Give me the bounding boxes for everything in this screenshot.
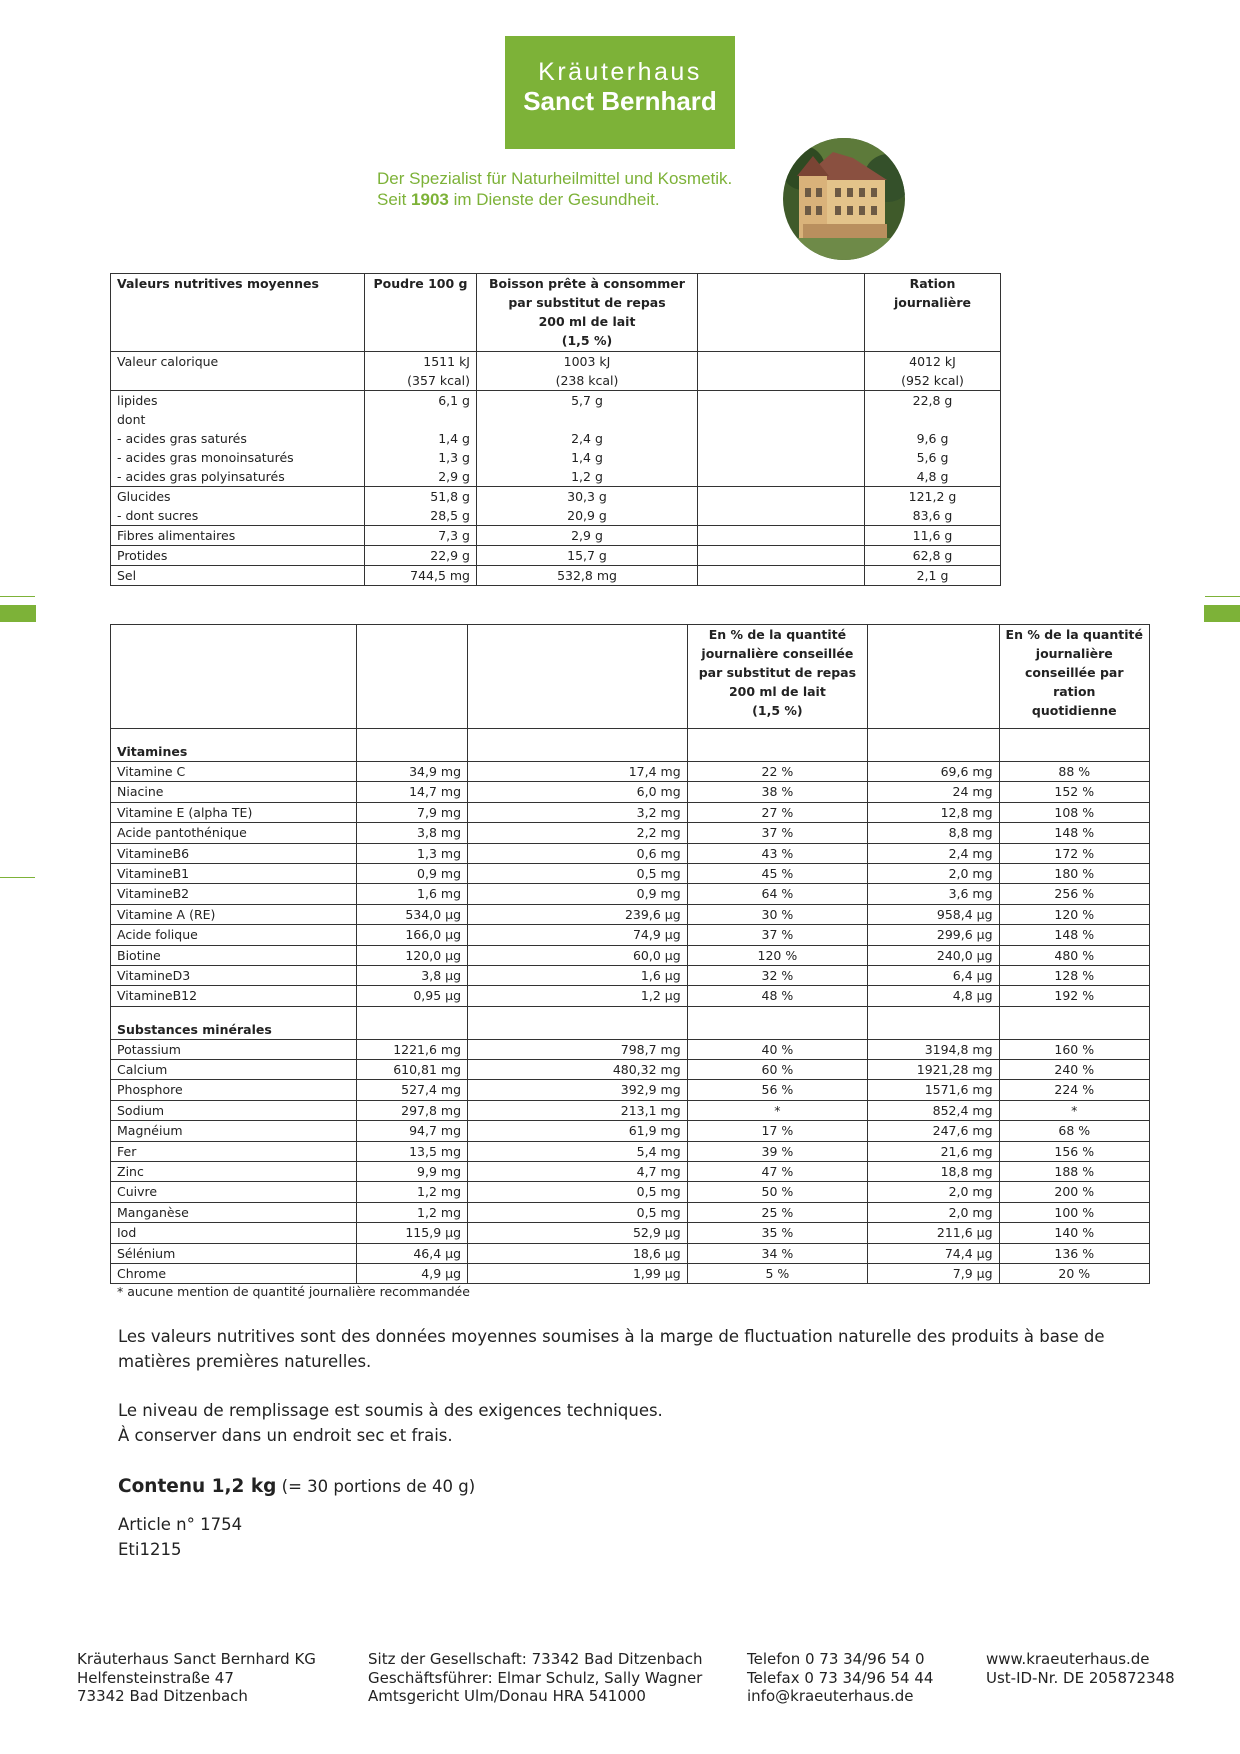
nutrition-label: Fibres alimentaires bbox=[111, 526, 365, 546]
micro-pct-ration: 180 % bbox=[999, 863, 1149, 883]
nutrition-row bbox=[111, 391, 1001, 487]
micro-row bbox=[111, 1182, 1150, 1202]
micro-section-empty bbox=[999, 729, 1149, 762]
footer-street: Helfensteinstraße 47 bbox=[77, 1668, 234, 1687]
micro-pct-substitut: 48 % bbox=[687, 986, 868, 1006]
micro-ration: 7,9 µg bbox=[868, 1263, 999, 1283]
micro-ration: 1921,28 mg bbox=[868, 1060, 999, 1080]
nutrition-poudre: 6,1 g 1,4 g 1,3 g 2,9 g bbox=[365, 391, 477, 487]
nutrition-header-poudre: Poudre 100 g bbox=[365, 274, 477, 352]
micro-section-empty bbox=[687, 729, 868, 762]
note-keep-dry: À conserver dans un endroit sec et frais. bbox=[118, 1426, 453, 1445]
footnote: * aucune mention de quantité journalière recommandée bbox=[117, 1284, 470, 1299]
nutrition-ration: 2,1 g bbox=[865, 566, 1001, 586]
brand-line1: Kräuterhaus bbox=[538, 58, 702, 86]
footer-web bbox=[986, 1650, 1175, 1687]
footer-contact bbox=[747, 1650, 933, 1706]
micro-pct-substitut: 45 % bbox=[687, 863, 868, 883]
nutrition-header-label: Valeurs nutritives moyennes bbox=[111, 274, 365, 352]
micro-ration: 2,0 mg bbox=[868, 1182, 999, 1202]
micro-section-empty bbox=[999, 1006, 1149, 1039]
micro-name: Chrome bbox=[111, 1263, 357, 1283]
micro-section-empty bbox=[356, 1006, 467, 1039]
micro-name: Acide pantothénique bbox=[111, 823, 357, 843]
micro-pct-ration: 192 % bbox=[999, 986, 1149, 1006]
nutrition-boisson: 15,7 g bbox=[477, 546, 698, 566]
micro-ration: 299,6 µg bbox=[868, 925, 999, 945]
micro-pct-ration: 148 % bbox=[999, 925, 1149, 945]
micro-boisson: 480,32 mg bbox=[468, 1060, 688, 1080]
article-info bbox=[118, 1512, 1158, 1562]
micro-poudre: 0,95 µg bbox=[356, 986, 467, 1006]
micro-poudre: 14,7 mg bbox=[356, 782, 467, 802]
micro-poudre: 297,8 mg bbox=[356, 1100, 467, 1120]
micro-row bbox=[111, 1202, 1150, 1222]
nutrition-row bbox=[111, 526, 1001, 546]
nutrition-label: Protides bbox=[111, 546, 365, 566]
nutrition-row bbox=[111, 352, 1001, 391]
micro-poudre: 534,0 µg bbox=[356, 904, 467, 924]
nutrition-label: Valeur calorique bbox=[111, 352, 365, 391]
micro-pct-substitut: 5 % bbox=[687, 1263, 868, 1283]
micro-pct-ration: 88 % bbox=[999, 762, 1149, 782]
micro-poudre: 1,6 mg bbox=[356, 884, 467, 904]
micro-pct-ration: 188 % bbox=[999, 1162, 1149, 1182]
micro-pct-ration: 256 % bbox=[999, 884, 1149, 904]
nutrition-table bbox=[110, 273, 1001, 586]
micro-pct-substitut: 27 % bbox=[687, 802, 868, 822]
nutrition-row bbox=[111, 487, 1001, 526]
micro-name: Potassium bbox=[111, 1039, 357, 1059]
micro-pct-substitut: 47 % bbox=[687, 1162, 868, 1182]
footer-company bbox=[77, 1650, 316, 1706]
micro-row bbox=[111, 863, 1150, 883]
micro-ration: 1571,6 mg bbox=[868, 1080, 999, 1100]
micro-ration: 69,6 mg bbox=[868, 762, 999, 782]
micro-pct-substitut: 50 % bbox=[687, 1182, 868, 1202]
micro-pct-substitut: 22 % bbox=[687, 762, 868, 782]
nutrition-header-empty bbox=[698, 274, 865, 352]
micro-header-2 bbox=[468, 625, 688, 729]
micro-pct-ration: * bbox=[999, 1100, 1149, 1120]
footer-seat: Sitz der Gesellschaft: 73342 Bad Ditzenbach bbox=[368, 1650, 703, 1668]
footer-email-link[interactable]: info@kraeuterhaus.de bbox=[747, 1687, 914, 1705]
micro-pct-ration: 128 % bbox=[999, 965, 1149, 985]
micro-ration: 6,4 µg bbox=[868, 965, 999, 985]
micro-ration: 2,4 mg bbox=[868, 843, 999, 863]
micro-boisson: 18,6 µg bbox=[468, 1243, 688, 1263]
micro-poudre: 527,4 mg bbox=[356, 1080, 467, 1100]
micro-name: VitamineB12 bbox=[111, 986, 357, 1006]
micro-ration: 21,6 mg bbox=[868, 1141, 999, 1161]
micro-pct-substitut: 56 % bbox=[687, 1080, 868, 1100]
nutrition-poudre: 22,9 g bbox=[365, 546, 477, 566]
micronutrient-table bbox=[110, 624, 1150, 1284]
nutrition-poudre: 744,5 mg bbox=[365, 566, 477, 586]
micro-pct-ration: 224 % bbox=[999, 1080, 1149, 1100]
nutrition-label: lipides dont - acides gras saturés - acides gras monoinsaturés - acides gras polyinsaturés bbox=[111, 391, 365, 487]
nutrition-header-row bbox=[111, 274, 1001, 352]
micro-pct-substitut: 25 % bbox=[687, 1202, 868, 1222]
micro-boisson: 60,0 µg bbox=[468, 945, 688, 965]
micro-boisson: 61,9 mg bbox=[468, 1121, 688, 1141]
micro-pct-substitut: 30 % bbox=[687, 904, 868, 924]
micro-ration: 4,8 µg bbox=[868, 986, 999, 1006]
micro-name: VitamineB2 bbox=[111, 884, 357, 904]
tagline bbox=[377, 168, 732, 210]
micro-name: Vitamine C bbox=[111, 762, 357, 782]
micro-name: VitamineB6 bbox=[111, 843, 357, 863]
footer-court: Amtsgericht Ulm/Donau HRA 541000 bbox=[368, 1687, 646, 1705]
nutrition-header-ration: Ration journalière bbox=[865, 274, 1001, 352]
micro-boisson: 0,6 mg bbox=[468, 843, 688, 863]
nutrition-empty bbox=[698, 391, 865, 487]
micro-ration: 24 mg bbox=[868, 782, 999, 802]
micro-pct-ration: 152 % bbox=[999, 782, 1149, 802]
micro-pct-ration: 240 % bbox=[999, 1060, 1149, 1080]
micro-pct-ration: 68 % bbox=[999, 1121, 1149, 1141]
micro-poudre: 1221,6 mg bbox=[356, 1039, 467, 1059]
micro-section-empty bbox=[356, 729, 467, 762]
micro-pct-ration: 200 % bbox=[999, 1182, 1149, 1202]
micro-boisson: 392,9 mg bbox=[468, 1080, 688, 1100]
nutrition-boisson: 2,9 g bbox=[477, 526, 698, 546]
micro-boisson: 239,6 µg bbox=[468, 904, 688, 924]
nutrition-row bbox=[111, 566, 1001, 586]
micro-pct-ration: 156 % bbox=[999, 1141, 1149, 1161]
micro-section-row bbox=[111, 1006, 1150, 1039]
micro-pct-substitut: 64 % bbox=[687, 884, 868, 904]
micro-ration: 12,8 mg bbox=[868, 802, 999, 822]
micro-boisson: 0,9 mg bbox=[468, 884, 688, 904]
micro-poudre: 115,9 µg bbox=[356, 1223, 467, 1243]
micro-row bbox=[111, 762, 1150, 782]
micro-name: Magnéium bbox=[111, 1121, 357, 1141]
footer-legal bbox=[368, 1650, 703, 1706]
micro-boisson: 5,4 mg bbox=[468, 1141, 688, 1161]
nutrition-ration: 62,8 g bbox=[865, 546, 1001, 566]
micro-header-pct-substitut: En % de la quantité journalière conseillée par substitut de repas 200 ml de lait (1,5 %) bbox=[687, 625, 868, 729]
micro-poudre: 610,81 mg bbox=[356, 1060, 467, 1080]
micro-boisson: 0,5 mg bbox=[468, 1182, 688, 1202]
micro-boisson: 52,9 µg bbox=[468, 1223, 688, 1243]
micro-section-empty bbox=[468, 729, 688, 762]
micro-row bbox=[111, 1162, 1150, 1182]
micro-row bbox=[111, 1100, 1150, 1120]
micro-name: Vitamine E (alpha TE) bbox=[111, 802, 357, 822]
footer-city: 73342 Bad Ditzenbach bbox=[77, 1687, 248, 1705]
nutrition-boisson: 5,7 g 2,4 g 1,4 g 1,2 g bbox=[477, 391, 698, 487]
footer-company-name: Kräuterhaus Sanct Bernhard KG bbox=[77, 1650, 316, 1668]
footer-phone: Telefon 0 73 34/96 54 0 bbox=[747, 1650, 925, 1668]
micro-ration: 2,0 mg bbox=[868, 863, 999, 883]
micro-poudre: 1,3 mg bbox=[356, 843, 467, 863]
micro-ration: 240,0 µg bbox=[868, 945, 999, 965]
micro-pct-ration: 100 % bbox=[999, 1202, 1149, 1222]
micro-section-title: Substances minérales bbox=[111, 1006, 357, 1039]
micro-boisson: 1,2 µg bbox=[468, 986, 688, 1006]
micro-pct-ration: 160 % bbox=[999, 1039, 1149, 1059]
micro-poudre: 1,2 mg bbox=[356, 1202, 467, 1222]
micro-name: Phosphore bbox=[111, 1080, 357, 1100]
micro-pct-ration: 108 % bbox=[999, 802, 1149, 822]
micro-pct-substitut: 60 % bbox=[687, 1060, 868, 1080]
micro-pct-substitut: 32 % bbox=[687, 965, 868, 985]
note-filling: Le niveau de remplissage est soumis à des exigences techniques. bbox=[118, 1401, 663, 1420]
nutrition-empty bbox=[698, 546, 865, 566]
micro-boisson: 0,5 mg bbox=[468, 1202, 688, 1222]
micro-ration: 958,4 µg bbox=[868, 904, 999, 924]
micro-pct-substitut: 39 % bbox=[687, 1141, 868, 1161]
micro-boisson: 4,7 mg bbox=[468, 1162, 688, 1182]
left-green-mark bbox=[0, 605, 36, 622]
micro-ration: 8,8 mg bbox=[868, 823, 999, 843]
micro-header-4 bbox=[868, 625, 999, 729]
micro-section-title: Vitamines bbox=[111, 729, 357, 762]
micro-poudre: 166,0 µg bbox=[356, 925, 467, 945]
micro-name: Biotine bbox=[111, 945, 357, 965]
nutrition-boisson: 30,3 g 20,9 g bbox=[477, 487, 698, 526]
micro-boisson: 17,4 mg bbox=[468, 762, 688, 782]
micro-boisson: 0,5 mg bbox=[468, 863, 688, 883]
micro-pct-substitut: 34 % bbox=[687, 1243, 868, 1263]
nutrition-poudre: 7,3 g bbox=[365, 526, 477, 546]
article-number: Article n° 1754 bbox=[118, 1515, 243, 1534]
micro-header-row bbox=[111, 625, 1150, 729]
micro-name: Acide folique bbox=[111, 925, 357, 945]
building-photo bbox=[783, 138, 905, 260]
micro-poudre: 3,8 mg bbox=[356, 823, 467, 843]
micro-name: VitamineB1 bbox=[111, 863, 357, 883]
micro-ration: 3194,8 mg bbox=[868, 1039, 999, 1059]
micro-name: Cuivre bbox=[111, 1182, 357, 1202]
nutrition-empty bbox=[698, 352, 865, 391]
micro-pct-substitut: 35 % bbox=[687, 1223, 868, 1243]
micro-name: Niacine bbox=[111, 782, 357, 802]
micro-section-empty bbox=[868, 1006, 999, 1039]
micro-pct-substitut: 37 % bbox=[687, 925, 868, 945]
micro-row bbox=[111, 1039, 1150, 1059]
tagline-line2: Seit 1903 im Dienste der Gesundheit. bbox=[377, 190, 660, 209]
brand-logo bbox=[505, 36, 735, 149]
micro-section-empty bbox=[468, 1006, 688, 1039]
brand-line2: Sanct Bernhard bbox=[523, 86, 717, 116]
micro-ration: 74,4 µg bbox=[868, 1243, 999, 1263]
nutrition-empty bbox=[698, 487, 865, 526]
micro-poudre: 0,9 mg bbox=[356, 863, 467, 883]
micro-poudre: 94,7 mg bbox=[356, 1121, 467, 1141]
micro-boisson: 6,0 mg bbox=[468, 782, 688, 802]
micro-ration: 18,8 mg bbox=[868, 1162, 999, 1182]
nutrition-poudre: 1511 kJ (357 kcal) bbox=[365, 352, 477, 391]
nutrition-boisson: 532,8 mg bbox=[477, 566, 698, 586]
micro-row bbox=[111, 986, 1150, 1006]
micro-row bbox=[111, 884, 1150, 904]
micro-row bbox=[111, 782, 1150, 802]
micro-ration: 2,0 mg bbox=[868, 1202, 999, 1222]
micro-poudre: 13,5 mg bbox=[356, 1141, 467, 1161]
micro-row bbox=[111, 802, 1150, 822]
micro-poudre: 7,9 mg bbox=[356, 802, 467, 822]
nutrition-label: Glucides - dont sucres bbox=[111, 487, 365, 526]
nutrition-ration: 22,8 g 9,6 g 5,6 g 4,8 g bbox=[865, 391, 1001, 487]
micro-row bbox=[111, 1141, 1150, 1161]
micro-row bbox=[111, 823, 1150, 843]
nutrition-empty bbox=[698, 526, 865, 546]
note-storage bbox=[118, 1398, 1158, 1448]
micro-ration: 3,6 mg bbox=[868, 884, 999, 904]
micro-ration: 211,6 µg bbox=[868, 1223, 999, 1243]
micro-poudre: 120,0 µg bbox=[356, 945, 467, 965]
micro-boisson: 1,99 µg bbox=[468, 1263, 688, 1283]
micro-row bbox=[111, 1263, 1150, 1283]
micro-pct-ration: 148 % bbox=[999, 823, 1149, 843]
micro-pct-ration: 480 % bbox=[999, 945, 1149, 965]
micro-name: Fer bbox=[111, 1141, 357, 1161]
nutrition-ration: 4012 kJ (952 kcal) bbox=[865, 352, 1001, 391]
micro-row bbox=[111, 1121, 1150, 1141]
footer-vat-id: Ust-ID-Nr. DE 205872348 bbox=[986, 1668, 1175, 1687]
micro-poudre: 9,9 mg bbox=[356, 1162, 467, 1182]
micro-name: Iod bbox=[111, 1223, 357, 1243]
micro-row bbox=[111, 1060, 1150, 1080]
nutrition-boisson: 1003 kJ (238 kcal) bbox=[477, 352, 698, 391]
micro-header-1 bbox=[356, 625, 467, 729]
micro-row bbox=[111, 965, 1150, 985]
micro-row bbox=[111, 945, 1150, 965]
nutrition-row bbox=[111, 546, 1001, 566]
right-fold-mark bbox=[1205, 596, 1240, 597]
micro-pct-substitut: 120 % bbox=[687, 945, 868, 965]
micro-section-row bbox=[111, 729, 1150, 762]
micro-header-pct-ration: En % de la quantité journalière conseillée par ration quotidienne bbox=[999, 625, 1149, 729]
micro-section-empty bbox=[687, 1006, 868, 1039]
micro-pct-ration: 172 % bbox=[999, 843, 1149, 863]
nutrition-ration: 121,2 g 83,6 g bbox=[865, 487, 1001, 526]
micro-poudre: 34,9 mg bbox=[356, 762, 467, 782]
left-fold-mark bbox=[0, 596, 35, 597]
micro-row bbox=[111, 925, 1150, 945]
nutrition-header-boisson: Boisson prête à consommer par substitut de repas 200 ml de lait (1,5 %) bbox=[477, 274, 698, 352]
micro-pct-ration: 120 % bbox=[999, 904, 1149, 924]
micro-pct-substitut: 38 % bbox=[687, 782, 868, 802]
nutrition-poudre: 51,8 g 28,5 g bbox=[365, 487, 477, 526]
micro-poudre: 1,2 mg bbox=[356, 1182, 467, 1202]
micro-row bbox=[111, 904, 1150, 924]
micro-pct-substitut: 37 % bbox=[687, 823, 868, 843]
micro-name: VitamineD3 bbox=[111, 965, 357, 985]
nutrition-label: Sel bbox=[111, 566, 365, 586]
micro-name: Sodium bbox=[111, 1100, 357, 1120]
micro-poudre: 46,4 µg bbox=[356, 1243, 467, 1263]
micro-row bbox=[111, 1080, 1150, 1100]
micro-poudre: 3,8 µg bbox=[356, 965, 467, 985]
micro-row bbox=[111, 1243, 1150, 1263]
micro-ration: 852,4 mg bbox=[868, 1100, 999, 1120]
micro-poudre: 4,9 µg bbox=[356, 1263, 467, 1283]
micro-pct-ration: 136 % bbox=[999, 1243, 1149, 1263]
left-punch-mark bbox=[0, 877, 35, 878]
right-green-mark bbox=[1204, 605, 1240, 622]
micro-pct-substitut: 17 % bbox=[687, 1121, 868, 1141]
micro-boisson: 2,2 mg bbox=[468, 823, 688, 843]
micro-row bbox=[111, 1223, 1150, 1243]
label-code: Eti1215 bbox=[118, 1540, 182, 1559]
micro-name: Vitamine A (RE) bbox=[111, 904, 357, 924]
micro-boisson: 74,9 µg bbox=[468, 925, 688, 945]
micro-header-0 bbox=[111, 625, 357, 729]
micro-name: Zinc bbox=[111, 1162, 357, 1182]
micro-name: Calcium bbox=[111, 1060, 357, 1080]
micro-ration: 247,6 mg bbox=[868, 1121, 999, 1141]
micro-name: Sélénium bbox=[111, 1243, 357, 1263]
nutrition-ration: 11,6 g bbox=[865, 526, 1001, 546]
micro-row bbox=[111, 843, 1150, 863]
micro-section-empty bbox=[868, 729, 999, 762]
micro-boisson: 213,1 mg bbox=[468, 1100, 688, 1120]
footer-managers: Geschäftsführer: Elmar Schulz, Sally Wagner bbox=[368, 1668, 703, 1687]
footer-fax: Telefax 0 73 34/96 54 44 bbox=[747, 1668, 934, 1687]
micro-pct-substitut: 40 % bbox=[687, 1039, 868, 1059]
micro-name: Manganèse bbox=[111, 1202, 357, 1222]
content-weight: Contenu 1,2 kg (= 30 portions de 40 g) bbox=[118, 1476, 476, 1497]
micro-pct-ration: 140 % bbox=[999, 1223, 1149, 1243]
nutrition-empty bbox=[698, 566, 865, 586]
micro-pct-ration: 20 % bbox=[999, 1263, 1149, 1283]
footer-website-link[interactable]: www.kraeuterhaus.de bbox=[986, 1650, 1150, 1668]
note-fluctuation: Les valeurs nutritives sont des données moyennes soumises à la marge de fluctuation naturelle des produits à base de matières premières naturelles. bbox=[118, 1327, 1105, 1371]
micro-boisson: 798,7 mg bbox=[468, 1039, 688, 1059]
micro-boisson: 3,2 mg bbox=[468, 802, 688, 822]
micro-boisson: 1,6 µg bbox=[468, 965, 688, 985]
tagline-line1: Der Spezialist für Naturheilmittel und Kosmetik. bbox=[377, 169, 733, 188]
micro-pct-substitut: * bbox=[687, 1100, 868, 1120]
micro-pct-substitut: 43 % bbox=[687, 843, 868, 863]
